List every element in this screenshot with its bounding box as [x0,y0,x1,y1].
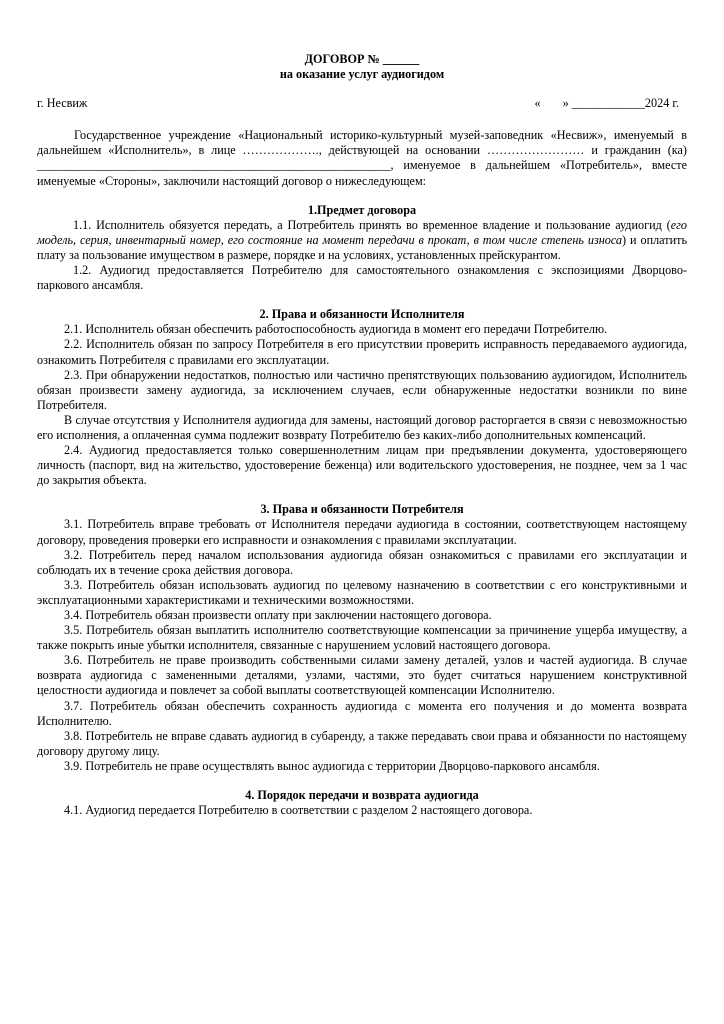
section-1-title: 1.Предмет договора [307,202,417,217]
document-subtitle: на оказание услуг аудиогидом [279,67,445,82]
clause-3-5: 3.5. Потребитель обязан выплатить исполнителю соответствующие компенсации за причинение ущерба имуществу, а также покрыть иные убытки исполнителя, связанные с нарушением условий настоящего договора. [37,623,687,653]
section-3-title: 3. Права и обязанности Потребителя [260,502,464,517]
clause-2-1: 2.1. Исполнитель обязан обеспечить работоспособность аудиогида в момент его передачи Потребителю. [64,322,608,337]
clause-1-1: 1.1. Исполнитель обязуется передать, а Потребитель принять во временное владение и пользование аудиогид (его модель, серия, инвентарный номер, его состояние на момент передачи в прокат, в том числе степень износа) и оплатить плату за пользование имуществом в размере, порядке и на условиях, установленных прейскурантом. [37,217,687,262]
clause-1-2: 1.2. Аудиогид предоставляется Потребителю для самостоятельного ознакомления с экспозициями Дворцово-паркового ансамбля. [37,263,687,293]
clause-3-2: 3.2. Потребитель перед началом использования аудиогида обязан ознакомиться с правилами его эксплуатации и соблюдать их в течение срока действия договора. [37,547,687,577]
clause-3-7: 3.7. Потребитель обязан обеспечить сохранность аудиогида с момента его получения и до момента возврата Исполнителю. [37,698,687,728]
city-date-line [37,96,687,111]
clause-2-3-note: В случае отсутствия у Исполнителя аудиогида для замены, настоящий договор расторгается в связи с невозможностью его исполнения, а оплаченная сумма подлежит возврату Потребителю без каких-либо дополнительных компенсаций. [37,412,687,442]
clause-3-6: 3.6. Потребитель не праве производить собственными силами замену деталей, узлов и частей аудиогида. В случае возврата аудиогида с замененными деталями, узлами, частями, это будет считаться нарушением конструктивной целостности аудиогида и повлечет за собой выплаты соответствующей компенсации Исполнителю. [37,653,687,698]
clause-3-3: 3.3. Потребитель обязан использовать аудиогид по целевому назначению в соответствии с его конструктивными и эксплуатационными характеристиками и техническими возможностями. [37,577,687,607]
contract-document [37,52,687,818]
section-2-title: 2. Права и обязанности Исполнителя [259,307,465,322]
clause-4-1: 4.1. Аудиогид передается Потребителю в соответствии с разделом 2 настоящего договора. [64,803,533,818]
document-title: ДОГОВОР № ______ [304,52,420,66]
contract-date: « » ____________2024 г. [534,96,679,111]
preamble [37,128,687,188]
clause-2-2: 2.2. Исполнитель обязан по запросу Потребителя в его присутствии проверить исправность передаваемого аудиогида, ознакомить Потребителя с правилами его эксплуатации. [37,337,687,367]
clause-3-1: 3.1. Потребитель вправе требовать от Исполнителя передачи аудиогида в состоянии, соответствующем настоящему договору, проведения проверки его исправности и ознакомления с правилами эксплуатации. [37,517,687,547]
clause-3-4: 3.4. Потребитель обязан произвести оплату при заключении настоящего договора. [64,608,492,622]
clause-2-3: 2.3. При обнаружении недостатков, полностью или частично препятствующих пользованию аудиогидом, Исполнитель обязан произвести замену аудиогида, за исключением случаев, если обнаруженные недостатки возникли по вине Потребителя. [37,367,687,412]
clause-3-8: 3.8. Потребитель не вправе сдавать аудиогид в субаренду, а также передавать свои права и обязанности по настоящему договору другому лицу. [37,728,687,758]
clause-3-9: 3.9. Потребитель не праве осуществлять вынос аудиогида с территории Дворцово-паркового ансамбля. [64,758,600,773]
city: г. Несвиж [37,96,88,111]
section-4-title: 4. Порядок передачи и возврата аудиогида [245,788,479,803]
preamble-text: Государственное учреждение «Национальный историко-культурный музей-заповедник «Несвиж», именуемый в дальнейшем «Исполнитель», в лице ………………., действующей на основании …………………… и гражданин (ка) __________________________________________________________, именуемое в дальнейшем «Потребитель», вместе именуемые «Стороны», заключили настоящий договор о нижеследующем: [37,128,687,188]
clause-2-4: 2.4. Аудиогид предоставляется только совершеннолетним лицам при предъявлении документа, удостоверяющего личность (паспорт, вид на жительство, удостоверение беженца) или водительского удостоверения, не позднее, чем за 1 час до закрытия объекта. [37,443,687,488]
